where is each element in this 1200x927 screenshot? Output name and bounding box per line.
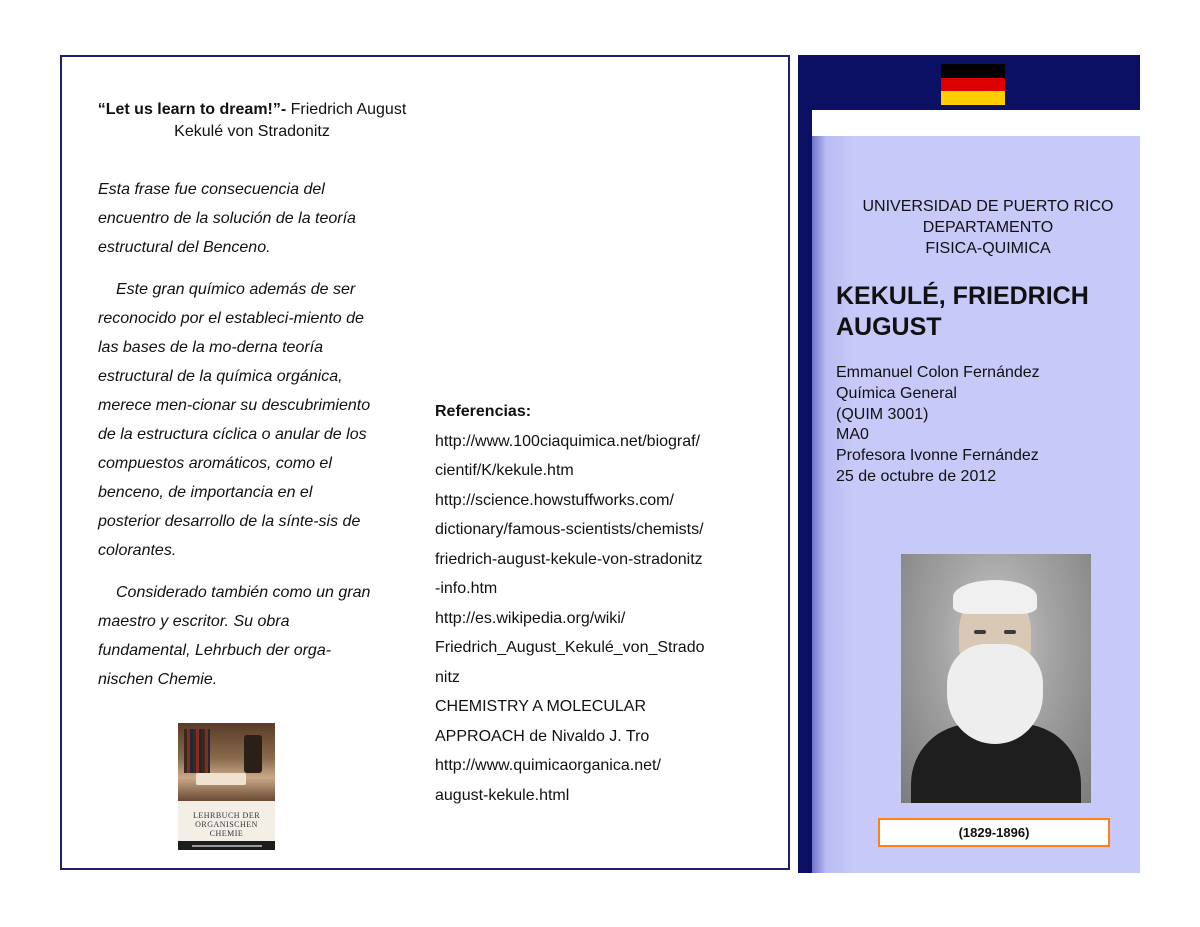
biography <box>98 175 373 707</box>
bio-paragraph-2: Este gran químico además de ser reconocido por el estableci-miento de las bases de la mo-derna teoría estructural de la química orgánica, merece men-cionar su descubrimiento de la estructura cíclica o anular de los compuestos aromáticos, como el benceno, de importancia en el posterior desarrollo de la sínte-sis de colorantes. <box>98 281 371 559</box>
field-name: FISICA-QUIMICA <box>925 240 1051 257</box>
portrait-photo <box>901 554 1091 803</box>
reference-line: Friedrich_August_Kekulé_von_Strado <box>435 639 705 656</box>
open-book-graphic <box>196 773 246 785</box>
reference-line: http://es.wikipedia.org/wiki/ <box>435 609 626 627</box>
author-name: Emmanuel Colon Fernández <box>836 364 1040 381</box>
reference-line: http://www.quimicaorganica.net/ <box>435 757 661 774</box>
quote-bold: “Let us learn to dream!”- <box>97 101 287 118</box>
references-heading: Referencias: <box>435 403 532 420</box>
book-title <box>178 801 275 841</box>
university-name: UNIVERSIDAD DE PUERTO RICO <box>862 198 1114 215</box>
author-info <box>836 363 1126 488</box>
cover-top-bar <box>798 55 1140 110</box>
course-code: (QUIM 3001) <box>836 405 929 423</box>
reference-line: dictionary/famous-scientists/chemists/ <box>435 521 704 538</box>
bio-paragraph-1: Esta frase fue consecuencia del encuentro de la solución de la teoría estructural del Benceno. <box>98 181 356 256</box>
book-title-line-2: ORGANISCHEN CHEMIE <box>195 820 258 838</box>
reference-line: http://science.howstuffworks.com/ <box>435 491 674 509</box>
reference-line: nitz <box>435 668 460 686</box>
lifespan-caption: (1829-1896) <box>878 818 1110 847</box>
title-line-2: AUGUST <box>836 313 942 341</box>
title-line-1: KEKULÉ, FRIEDRICH <box>836 282 1089 310</box>
quote <box>92 99 412 143</box>
book-footer-strip <box>178 841 275 850</box>
reference-line: -info.htm <box>435 580 498 597</box>
date: 25 de octubre de 2012 <box>836 467 997 485</box>
reference-line: cientif/K/kekule.htm <box>435 462 574 479</box>
professor-name: Profesora Ivonne Fernández <box>836 447 1039 465</box>
department-name: DEPARTAMENTO <box>922 219 1054 236</box>
book-title-line-1: LEHRBUCH DER <box>192 811 261 820</box>
germany-flag-icon <box>941 64 1005 105</box>
book-cover-image <box>178 723 275 850</box>
left-panel <box>60 55 790 870</box>
reference-line: CHEMISTRY A MOLECULAR <box>435 698 647 715</box>
cover-gap <box>812 110 1140 136</box>
bookshelf-graphic <box>184 729 210 773</box>
course-name: Química General <box>836 384 957 402</box>
reference-line: APPROACH de Nivaldo J. Tro <box>435 727 650 745</box>
reference-line: august-kekule.html <box>435 786 570 804</box>
page-title <box>836 281 1136 343</box>
references <box>435 397 765 810</box>
reference-line: friedrich-august-kekule-von-stradonitz <box>435 550 703 568</box>
cover-panel <box>798 55 1140 873</box>
reference-line: http://www.100ciaquimica.net/biograf/ <box>435 432 701 450</box>
institution <box>840 196 1136 259</box>
lamp-graphic <box>244 735 262 773</box>
bio-paragraph-3: Considerado también como un gran maestro y escritor. Su obra fundamental, Lehrbuch der orga-nischen Chemie. <box>98 584 371 688</box>
cover-side-bar <box>798 110 812 873</box>
section: MA0 <box>836 426 869 444</box>
quote-author: Friedrich August Kekulé von Stradonitz <box>174 101 407 140</box>
